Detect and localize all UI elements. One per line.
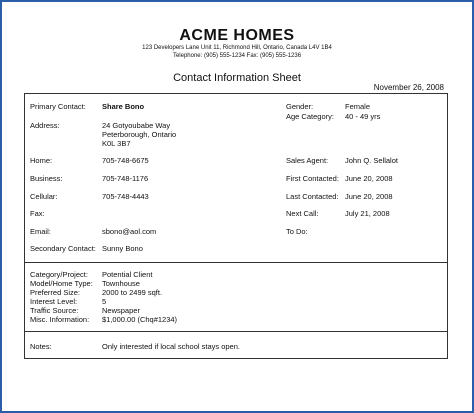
gender-label: Gender: <box>286 102 314 111</box>
next-call-label: Next Call: <box>286 209 319 218</box>
address-line-2: Peterborough, Ontario <box>102 130 177 139</box>
model-home-type-value: Townhouse <box>102 279 140 288</box>
category-project-label: Category/Project: <box>30 270 88 279</box>
section-divider <box>25 331 447 332</box>
address-line-3: K0L 3B7 <box>102 139 131 148</box>
age-category-label: Age Category: <box>286 112 334 121</box>
category-project-value: Potential Client <box>102 270 153 279</box>
notes-label: Notes: <box>30 342 52 351</box>
address-line-1: 24 Gotyoubabe Way <box>102 121 171 130</box>
traffic-source-value: Newspaper <box>102 306 140 315</box>
home-phone-label: Home: <box>30 156 53 165</box>
primary-contact-value: Share Bono <box>102 102 145 111</box>
contact-info-box <box>24 93 448 359</box>
secondary-contact-label: Secondary Contact: <box>30 244 96 253</box>
business-phone-value: 705-748-1176 <box>102 174 149 183</box>
company-phone-fax: Telephone: (905) 555-1234 Fax: (905) 555-1236 <box>172 53 302 59</box>
misc-information-label: Misc. Information: <box>30 315 90 324</box>
fax-label: Fax: <box>30 209 45 218</box>
company-name: ACME HOMES <box>179 27 295 44</box>
primary-contact-label: Primary Contact: <box>30 102 86 111</box>
first-contacted-value: June 20, 2008 <box>345 174 393 183</box>
company-address: 123 Developers Lane Unit 11, Richmond Hill, Ontario, Canada L4V 1B4 <box>142 45 332 51</box>
interest-level-label: Interest Level: <box>30 297 78 306</box>
home-phone-value: 705-748-6675 <box>102 156 149 165</box>
traffic-source-label: Traffic Source: <box>30 306 79 315</box>
preferred-size-label: Preferred Size: <box>30 288 81 297</box>
age-category-value: 40 - 49 yrs <box>345 112 381 121</box>
first-contacted-label: First Contacted: <box>286 174 339 183</box>
cellular-value: 705-748-4443 <box>102 192 149 201</box>
email-value: sbono@aol.com <box>102 227 157 236</box>
gender-value: Female <box>345 102 371 111</box>
to-do-label: To Do: <box>286 227 308 236</box>
secondary-contact-value: Sunny Bono <box>102 244 143 253</box>
email-label: Email: <box>30 227 51 236</box>
preferred-size-value: 2000 to 2499 sqft. <box>102 288 163 297</box>
misc-information-value: $1,000.00 (Chq#1234) <box>102 315 178 324</box>
next-call-value: July 21, 2008 <box>345 209 390 218</box>
sales-agent-label: Sales Agent: <box>286 156 329 165</box>
cellular-label: Cellular: <box>30 192 58 201</box>
last-contacted-label: Last Contacted: <box>286 192 339 201</box>
model-home-type-label: Model/Home Type: <box>30 279 93 288</box>
sales-agent-value: John Q. Sellalot <box>345 156 398 165</box>
last-contacted-value: June 20, 2008 <box>345 192 393 201</box>
sheet-title: Contact Information Sheet <box>173 72 301 84</box>
notes-value: Only interested if local school stays open. <box>102 342 240 351</box>
address-label: Address: <box>30 121 60 130</box>
business-phone-label: Business: <box>30 174 63 183</box>
section-divider <box>25 262 447 263</box>
interest-level-value: 5 <box>102 297 107 306</box>
sheet-date: November 26, 2008 <box>373 83 444 92</box>
